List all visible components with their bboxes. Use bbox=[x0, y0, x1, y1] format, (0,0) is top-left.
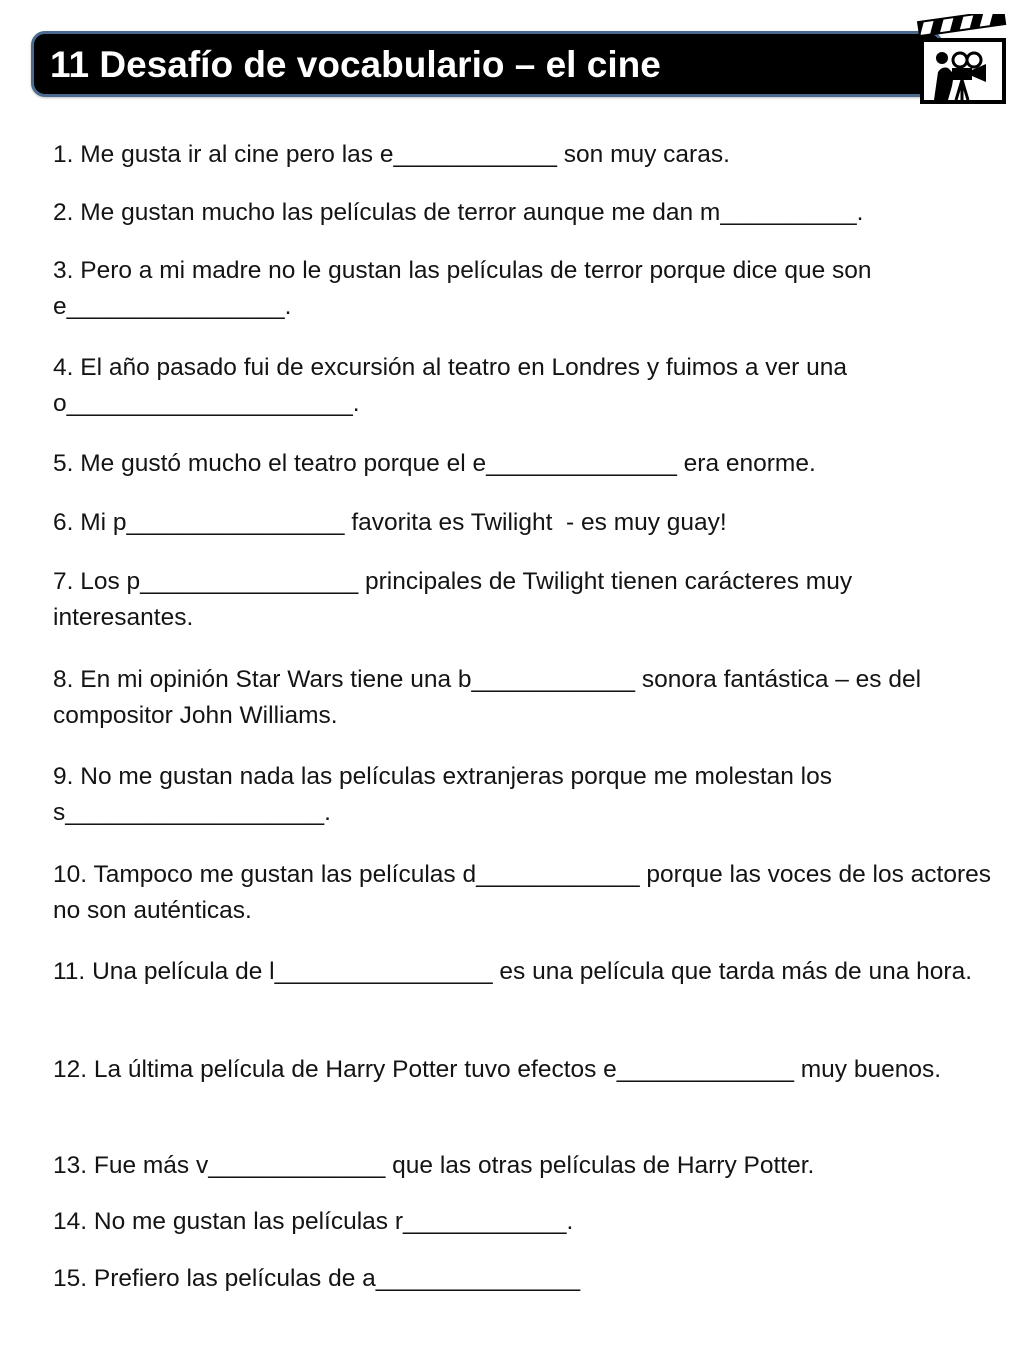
question-11: 11. Una película de l________________ es una película que tarda más de una hora. bbox=[53, 958, 973, 985]
question-1: 1. Me gusta ir al cine pero las e____________ son muy caras. bbox=[53, 141, 730, 168]
title-banner bbox=[31, 31, 943, 97]
question-14: 14. No me gustan las películas r____________. bbox=[53, 1208, 574, 1235]
question-4: 4. El año pasado fui de excursión al teatro en Londres y fuimos a ver una o_____________________. bbox=[53, 354, 854, 417]
question-2: 2. Me gustan mucho las películas de terror aunque me dan m__________. bbox=[53, 199, 864, 226]
question-12: 12. La última película de Harry Potter tuvo efectos e_____________ muy buenos. bbox=[53, 1056, 942, 1083]
question-10: 10. Tampoco me gustan las películas d____________ porque las voces de los actores no son auténticas. bbox=[53, 861, 998, 924]
question-15: 15. Prefiero las películas de a_______________ bbox=[53, 1265, 581, 1292]
question-7: 7. Los p________________ principales de Twilight tienen carácteres muy interesantes. bbox=[53, 568, 859, 631]
film-clapperboard-camera-icon bbox=[916, 14, 1010, 106]
question-8: 8. En mi opinión Star Wars tiene una b____________ sonora fantástica – es del compositor John Williams. bbox=[53, 666, 928, 729]
question-5: 5. Me gustó mucho el teatro porque el e______________ era enorme. bbox=[53, 450, 816, 477]
question-13: 13. Fue más v_____________ que las otras películas de Harry Potter. bbox=[53, 1152, 815, 1179]
question-3: 3. Pero a mi madre no le gustan las películas de terror porque dice que son e________________. bbox=[53, 257, 879, 320]
question-6: 6. Mi p________________ favorita es Twilight - es muy guay! bbox=[53, 509, 727, 536]
question-9: 9. No me gustan nada las películas extranjeras porque me molestan los s___________________. bbox=[53, 763, 839, 826]
page-title: 11 Desafío de vocabulario – el cine bbox=[50, 44, 661, 85]
